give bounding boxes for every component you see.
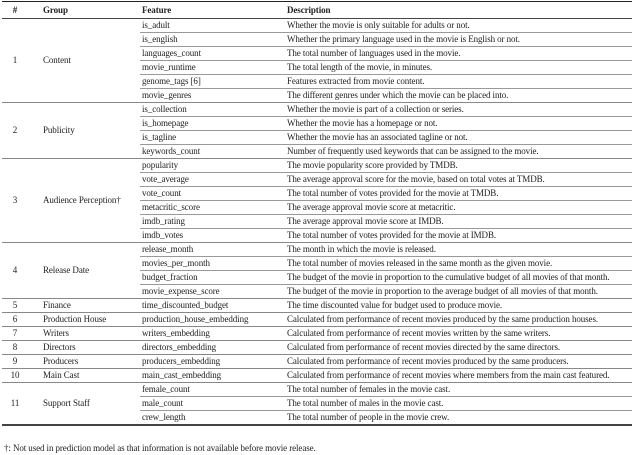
feature-description: Whether the movie is part of a collection or series.: [287, 103, 632, 117]
feature-name: production_house_embedding: [140, 313, 287, 327]
feature-name: movies_per_month: [140, 257, 287, 271]
table-row: [2, 341, 632, 355]
group-name: Audience Perception†: [28, 159, 140, 243]
header-number: #: [2, 2, 28, 19]
feature-name: movie_runtime: [140, 61, 287, 75]
group-number: 11: [2, 383, 28, 426]
group-number: 5: [2, 299, 28, 313]
feature-name: crew_length: [140, 411, 287, 426]
feature-name: release_month: [140, 243, 287, 257]
table-row: [2, 383, 632, 397]
group-name: Directors: [28, 341, 140, 355]
table-row: [2, 299, 632, 313]
table-row: [2, 327, 632, 341]
feature-description: The total number of votes provided for the movie at TMDB.: [287, 187, 632, 201]
feature-description: Whether the movie is only suitable for adults or not.: [287, 20, 470, 30]
feature-description: The time discounted value for budget used to produce movie.: [287, 299, 632, 313]
feature-description: The total number of languages used in the movie.: [287, 47, 632, 61]
table-row: [2, 313, 632, 327]
feature-description: The total number of votes provided for the movie at IMDB.: [287, 229, 632, 243]
feature-name: male_count: [140, 397, 287, 411]
feature-description: The budget of the movie in proportion to the average budget of all movies of that month.: [287, 285, 632, 299]
group-name: Release Date: [28, 243, 140, 299]
group-number: 6: [2, 313, 28, 327]
feature-description: The average approval score for the movie, based on total votes at TMDB.: [287, 173, 632, 187]
feature-name: movie_genres: [140, 89, 287, 103]
group-name: Production House: [28, 313, 140, 327]
feature-description: Calculated from performance of recent movies produced by the same production houses.: [287, 313, 632, 327]
group-number: 4: [2, 243, 28, 299]
group-number: 1: [12, 55, 18, 65]
table-body: [2, 19, 632, 426]
feature-name: is_homepage: [140, 117, 287, 131]
feature-description: Calculated from performance of recent movies where members from the main cast featured.: [287, 369, 632, 383]
feature-description: The total number of people in the movie crew.: [287, 411, 632, 426]
feature-description: Number of frequently used keywords that can be assigned to the movie.: [287, 145, 632, 159]
group-number: 10: [2, 369, 28, 383]
feature-description: Calculated from performance of recent movies directed by the same directors.: [287, 341, 632, 355]
group-name: Main Cast: [28, 369, 140, 383]
feature-name: movie_expense_score: [140, 285, 287, 299]
feature-name: producers_embedding: [140, 355, 287, 369]
feature-name: directors_embedding: [140, 341, 287, 355]
feature-description: The total number of movies released in the same month as the given movie.: [287, 257, 632, 271]
feature-name: is_adult: [142, 20, 170, 30]
feature-description: Whether the movie has an associated tagline or not.: [287, 131, 632, 145]
feature-description: The different genres under which the movie can be placed into.: [287, 89, 632, 103]
table-row: [2, 19, 632, 33]
feature-description: Whether the movie has a homepage or not.: [287, 117, 632, 131]
feature-description: The total number of males in the movie cast.: [287, 397, 632, 411]
table-row: [2, 355, 632, 369]
feature-description: Calculated from performance of recent movies produced by the same producers.: [287, 355, 632, 369]
group-number: 3: [2, 159, 28, 243]
table-row: [2, 159, 632, 173]
header-group: Group: [28, 2, 140, 19]
feature-name: keywords_count: [140, 145, 287, 159]
feature-name: time_discounted_budget: [140, 299, 287, 313]
feature-description: Features extracted from movie content.: [287, 75, 632, 89]
header-feature: Feature: [140, 2, 287, 19]
feature-description: The average approval movie score at IMDB.: [287, 215, 632, 229]
group-name: Support Staff: [28, 383, 140, 426]
group-number: 2: [2, 103, 28, 159]
feature-description: The total number of females in the movie cast.: [287, 383, 632, 397]
table-row: [2, 103, 632, 117]
feature-description: The total length of the movie, in minutes.: [287, 61, 632, 75]
feature-name: vote_count: [140, 187, 287, 201]
feature-description: The month in which the movie is released.: [287, 243, 632, 257]
group-number: 7: [2, 327, 28, 341]
feature-name: female_count: [140, 383, 287, 397]
feature-description: The movie popularity score provided by TMDB.: [287, 159, 632, 173]
feature-name: is_tagline: [140, 131, 287, 145]
feature-name: budget_fraction: [140, 271, 287, 285]
group-name: Producers: [28, 355, 140, 369]
feature-name: imdb_votes: [140, 229, 287, 243]
feature-name: languages_count: [140, 47, 287, 61]
table-row: [2, 243, 632, 257]
feature-description: Whether the primary language used in the movie is English or not.: [287, 33, 632, 47]
group-name: Publicity: [28, 103, 140, 159]
feature-table: [2, 1, 632, 426]
group-name: Writers: [28, 327, 140, 341]
group-name: Finance: [28, 299, 140, 313]
table-row: [2, 369, 632, 383]
feature-name: metacritic_score: [140, 201, 287, 215]
feature-name: writers_embedding: [140, 327, 287, 341]
feature-name: vote_average: [140, 173, 287, 187]
header-description: Description: [287, 2, 632, 19]
feature-name: popularity: [140, 159, 287, 173]
feature-description: Calculated from performance of recent movies written by the same writers.: [287, 327, 632, 341]
feature-name: is_collection: [140, 103, 287, 117]
group-number: 9: [2, 355, 28, 369]
group-number: 8: [2, 341, 28, 355]
feature-name: is_english: [140, 33, 287, 47]
feature-description: The average approval movie score at metacritic.: [287, 201, 632, 215]
feature-name: main_cast_embedding: [140, 369, 287, 383]
feature-name: genome_tags [6]: [140, 75, 287, 89]
group-name: Content: [43, 55, 71, 65]
footnote: †: Not used in prediction model as that information is not available before movie release.: [4, 443, 316, 453]
feature-description: The budget of the movie in proportion to the cumulative budget of all movies of that month.: [287, 271, 632, 285]
feature-name: imdb_rating: [140, 215, 287, 229]
header-row: [2, 2, 632, 19]
